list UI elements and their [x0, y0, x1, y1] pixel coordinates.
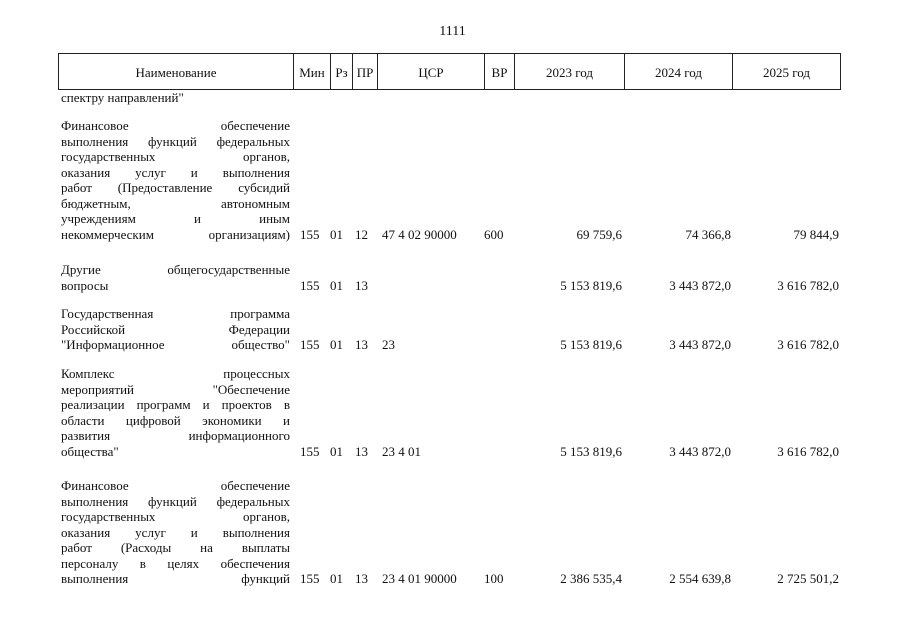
- row-value-2025: 3 616 782,0: [777, 277, 839, 293]
- row-pr: 13: [355, 571, 368, 586]
- row-value-2024: 2 554 639,8: [669, 571, 731, 586]
- header-2024: 2024 год: [625, 54, 733, 89]
- row-vr: 600: [484, 226, 504, 242]
- row-name-line: учреждениям и иным: [61, 211, 290, 226]
- row-name-line: бюджетным, автономным: [61, 195, 290, 211]
- row-value-2024: 74 366,8: [685, 226, 731, 242]
- row-name-line: государственных органов,: [61, 149, 290, 164]
- row-value-2023: 5 153 819,6: [560, 337, 622, 352]
- row-value-2024: 3 443 872,0: [669, 337, 731, 352]
- row-value-2025: 3 616 782,0: [777, 337, 839, 352]
- row-name-line: работ (Расходы на выплаты: [61, 540, 290, 555]
- header-rz: Рз: [331, 54, 353, 89]
- row-name-line: развития информационного: [61, 428, 290, 443]
- row-name-line: общества": [61, 443, 119, 459]
- row-value-2025: 2 725 501,2: [777, 571, 839, 586]
- row-vr: 100: [484, 571, 504, 586]
- row-value-2025: 79 844,9: [793, 226, 839, 242]
- row-pr: 13: [355, 277, 368, 293]
- header-2025: 2025 год: [763, 65, 810, 80]
- row-name-line: реализации программ и проектов в: [61, 397, 290, 412]
- header-vr: ВР: [485, 54, 515, 89]
- row-pr: 13: [355, 443, 368, 459]
- row-name-line: Российской Федерации: [61, 321, 290, 337]
- row-name-line: работ (Предоставление субсидий: [61, 180, 290, 195]
- row-min: 155: [300, 226, 320, 242]
- row-rz: 01: [330, 277, 343, 293]
- row-name: [61, 262, 290, 293]
- row-value-2023: 5 153 819,6: [560, 277, 622, 293]
- row-name-line: Финансовое обеспечение: [61, 478, 290, 493]
- row-name-line: государственных органов,: [61, 509, 290, 524]
- header-2023: 2023 год: [515, 54, 625, 89]
- row-name-line: Комплекс процессных: [61, 366, 290, 381]
- row-name-line: оказания услуг и выполнения: [61, 524, 290, 540]
- row-name-line: "Информационное общество": [61, 337, 290, 352]
- row-name: [61, 118, 290, 242]
- header-min: Мин: [294, 54, 331, 89]
- row-name-line: некоммерческим организациям): [61, 226, 290, 242]
- row-name-line: Государственная программа: [61, 306, 290, 321]
- row-name: [61, 366, 290, 459]
- row-pr: 13: [355, 337, 368, 352]
- table-header: [58, 53, 841, 90]
- row-min: 155: [300, 337, 320, 352]
- row-name-line: оказания услуг и выполнения: [61, 164, 290, 180]
- header-name: Наименование: [59, 54, 294, 89]
- row-name-line: персоналу в целях обеспечения: [61, 555, 290, 571]
- row-pr: 12: [355, 226, 368, 242]
- page-number: 1111: [439, 24, 466, 39]
- row-value-2023: 69 759,6: [576, 226, 622, 242]
- row-value-2023: 2 386 535,4: [560, 571, 622, 586]
- row-name-line: вопросы: [61, 277, 109, 293]
- row-name-line: мероприятий "Обеспечение: [61, 381, 290, 397]
- row-value-2024: 3 443 872,0: [669, 443, 731, 459]
- row-name-line: выполнения функций федеральных: [61, 133, 290, 149]
- header-csr: ЦСР: [378, 54, 485, 89]
- row-min: 155: [300, 277, 320, 293]
- row-rz: 01: [330, 571, 343, 586]
- row-name-line: Другие общегосударственные: [61, 262, 290, 277]
- continuation-text: спектру направлений": [61, 90, 184, 105]
- row-name-line: области цифровой экономики и: [61, 412, 290, 428]
- row-value-2025: 3 616 782,0: [777, 443, 839, 459]
- row-name-line: выполнения функций: [61, 571, 290, 586]
- header-pr: ПР: [353, 54, 378, 89]
- row-csr: 23 4 01 90000: [382, 571, 457, 586]
- row-name-line: Финансовое обеспечение: [61, 118, 290, 133]
- row-csr: 23: [382, 337, 395, 352]
- row-value-2024: 3 443 872,0: [669, 277, 731, 293]
- row-name: [61, 478, 290, 587]
- row-csr: 23 4 01: [382, 443, 421, 459]
- row-rz: 01: [330, 337, 343, 352]
- row-rz: 01: [330, 443, 343, 459]
- row-name-line: выполнения функций федеральных: [61, 493, 290, 509]
- row-min: 155: [300, 571, 320, 586]
- row-name: [61, 306, 290, 353]
- row-csr: 47 4 02 90000: [382, 226, 457, 242]
- row-rz: 01: [330, 226, 343, 242]
- row-min: 155: [300, 443, 320, 459]
- row-value-2023: 5 153 819,6: [560, 443, 622, 459]
